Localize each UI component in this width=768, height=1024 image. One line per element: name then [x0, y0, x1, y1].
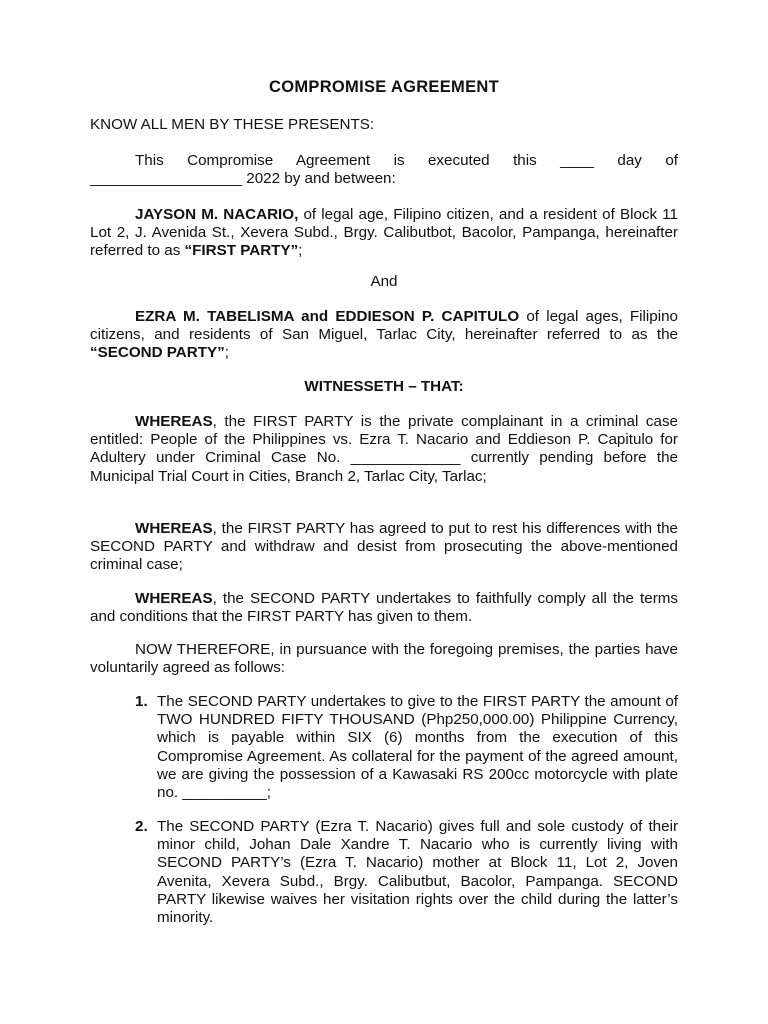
second-party-names: EZRA M. TABELISMA and EDDIESON P. CAPITULO — [135, 308, 520, 325]
whereas-text-2: , the FIRST PARTY has agreed to put to rest his differences with the SECOND PARTY and withdraw and desist from prosecuting the above-mentioned criminal case; — [90, 520, 678, 574]
list-item-number: 2. — [135, 818, 148, 835]
first-party-paragraph — [90, 206, 678, 261]
list-item-number: 1. — [135, 693, 148, 710]
whereas-text-3: , the SECOND PARTY undertakes to faithfully comply all the terms and conditions that the FIRST PARTY has given to them. — [90, 590, 678, 626]
whereas-word-1: WHEREAS — [135, 413, 213, 430]
intro-paragraph — [90, 152, 678, 188]
whereas-word-3: WHEREAS — [135, 590, 213, 607]
whereas-paragraph-1 — [90, 413, 678, 486]
opening-line: KNOW ALL MEN BY THESE PRESENTS: — [90, 116, 375, 133]
whereas-paragraph-3 — [90, 590, 678, 626]
whereas-text-1: , the FIRST PARTY is the private complainant in a criminal case entitled: People of the Philippines vs. Ezra T. Nacario and Eddieson P. Capitulo for Adultery under Criminal Case No. _____________ currently pending before the Municipal Trial Court in Cities, Branch 2, Tarlac City, Tarlac; — [90, 413, 678, 485]
second-party-paragraph — [90, 308, 678, 363]
first-party-description: of legal age, Filipino citizen, and a resident of Block 11 Lot 2, J. Avenida St., Xevera Subd., Brgy. Calibutbot, Bacolor, Pampanga, hereinafter referred to as — [90, 206, 679, 260]
list-item-text: The SECOND PARTY undertakes to give to the FIRST PARTY the amount of TWO HUNDRED FIFTY THOUSAND (Php250,000.00) Philippine Currency, which is payable within SIX (6) months from the execution of this Compromise Agreement. As collateral for the payment of the agreed amount, we are giving the possession of a Kawasaki RS 200cc motorcycle with plate no. __________; — [157, 693, 678, 802]
second-party-description: of legal ages, Filipino citizens, and residents of San Miguel, Tarlac City, hereinafter referred to as the — [90, 308, 678, 344]
list-item-text: The SECOND PARTY (Ezra T. Nacario) gives full and sole custody of their minor child, Johan Dale Xandre T. Nacario who is currently living with SECOND PARTY’s (Ezra T. Nacario) mother at Block 11, Lot 2, Joven Avenita, Xevera Subd., Brgy. Calibutbut, Bacolor, Pampanga. SECOND PARTY likewise waives her visitation rights over the child during the latter’s minority. — [157, 818, 678, 927]
witnesseth-heading: WITNESSETH – THAT: — [304, 378, 464, 395]
second-party-label: “SECOND PARTY” — [90, 344, 225, 362]
first-party-name: JAYSON M. NACARIO, — [135, 206, 299, 223]
whereas-paragraph-2 — [90, 520, 678, 575]
document-title: COMPROMISE AGREEMENT — [269, 78, 499, 96]
intro-line-1: This Compromise Agreement is executed this ____ day of — [135, 152, 678, 169]
whereas-word-2: WHEREAS — [135, 520, 213, 537]
intro-line-2: __________________ 2022 by and between: — [90, 170, 396, 188]
first-party-end: ; — [298, 242, 303, 260]
second-party-end: ; — [224, 344, 229, 362]
now-therefore-paragraph: NOW THEREFORE, in pursuance with the foregoing premises, the parties have voluntarily agreed as follows: — [90, 641, 678, 677]
first-party-label: “FIRST PARTY” — [184, 242, 299, 260]
and-line: And — [370, 273, 398, 290]
